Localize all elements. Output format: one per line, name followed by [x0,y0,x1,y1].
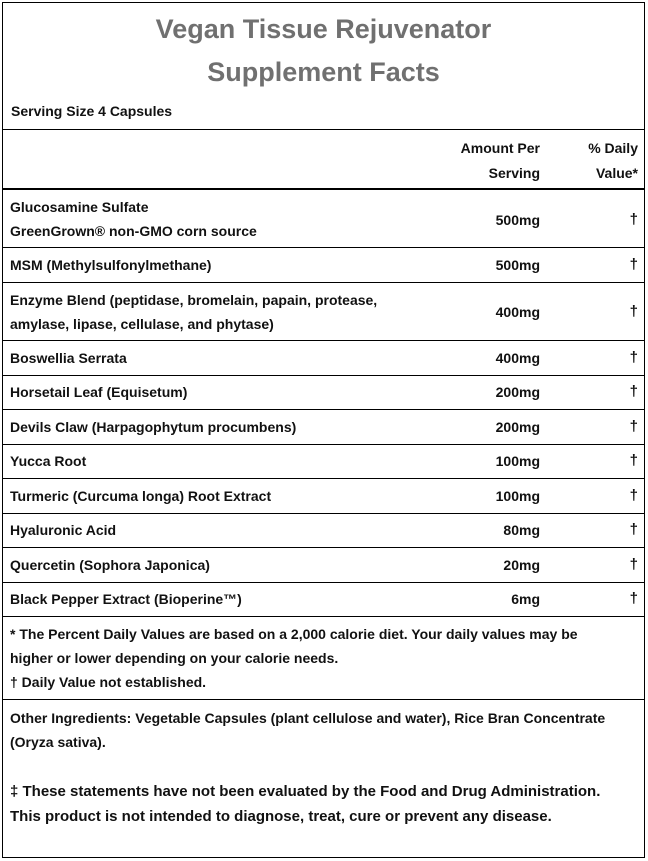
panel-title: Supplement Facts [207,57,440,87]
amount-header [400,136,540,186]
ingredient-amount: 20mg [503,557,540,573]
daily-value-footnote: * The Percent Daily Values are based on a 2,000 calorie diet. Your daily values may be [10,626,578,642]
ingredient-dv: † [629,418,638,435]
ingredient-dv: † [629,590,638,607]
ingredient-name: Glucosamine Sulfate [10,199,149,215]
ingredient-name: Enzyme Blend (peptidase, bromelain, papain, protease, [10,292,378,308]
ingredient-amount: 200mg [495,419,540,435]
fda-disclaimer: ‡ These statements have not been evaluated by the Food and Drug Administration. This product is not intended to diagnose, treat, cure or prevent any disease. [10,783,601,825]
dagger-footnote: † Daily Value not established. [10,674,207,690]
divider [3,547,644,548]
ingredient-amount: 100mg [495,488,540,504]
ingredient-amount: 200mg [495,384,540,400]
ingredient-name: Horsetail Leaf (Equisetum) [10,384,188,400]
ingredient-dv: † [629,211,638,228]
divider [3,582,644,583]
ingredient-amount: 500mg [495,212,540,228]
other-ingredients [10,706,638,754]
ingredient-amount: 500mg [495,257,540,273]
divider [3,444,644,445]
ingredient-dv: † [629,303,638,320]
divider [3,282,644,283]
product-title: Vegan Tissue Rejuvenator [155,14,492,44]
divider [3,699,644,700]
divider [3,513,644,514]
ingredient-amount: 6mg [511,591,540,607]
other-ingredients-text: Vegetable Capsules (plant cellulose and water), Rice Bran Concentrate (Oryza sativa). [10,710,606,750]
divider [3,478,644,479]
divider [3,340,644,341]
ingredient-name-cont: amylase, lipase, cellulase, and phytase) [10,316,274,332]
ingredient-dv: † [629,383,638,400]
divider [3,616,644,617]
ingredient-dv: † [629,556,638,573]
ingredient-dv: † [629,256,638,273]
amount-header-line1: Amount Per [460,140,540,156]
ingredient-name: Hyaluronic Acid [10,522,117,538]
divider [3,375,644,376]
ingredient-name: MSM (Methylsulfonylmethane) [10,257,212,273]
ingredient-source: GreenGrown® non-GMO corn source [10,223,257,239]
amount-header-line2: Serving [488,165,540,181]
ingredient-name: Turmeric (Curcuma longa) Root Extract [10,488,272,504]
ingredient-dv: † [629,349,638,366]
divider [3,409,644,410]
divider [3,129,644,130]
daily-value-header [548,136,638,186]
dv-header-line2: Value* [595,165,638,181]
ingredient-name: Quercetin (Sophora Japonica) [10,557,210,573]
divider [3,247,644,248]
ingredient-amount: 400mg [495,350,540,366]
supplement-facts-panel [2,2,645,858]
daily-value-footnote-cont: higher or lower depending on your calorie needs. [10,650,339,666]
ingredient-name: Yucca Root [10,453,87,469]
divider [3,188,644,190]
ingredient-amount: 100mg [495,453,540,469]
ingredient-amount: 400mg [495,304,540,320]
ingredient-amount: 80mg [503,522,540,538]
ingredient-dv: † [629,452,638,469]
ingredient-name: Boswellia Serrata [10,350,127,366]
ingredient-name: Black Pepper Extract (Bioperine™) [10,591,242,607]
ingredient-name: Devils Claw (Harpagophytum procumbens) [10,419,297,435]
dv-header-line1: % Daily [588,140,638,156]
other-ingredients-label: Other Ingredients: [10,710,132,726]
ingredient-dv: † [629,521,638,538]
ingredient-dv: † [629,487,638,504]
serving-size: Serving Size 4 Capsules [11,103,173,119]
